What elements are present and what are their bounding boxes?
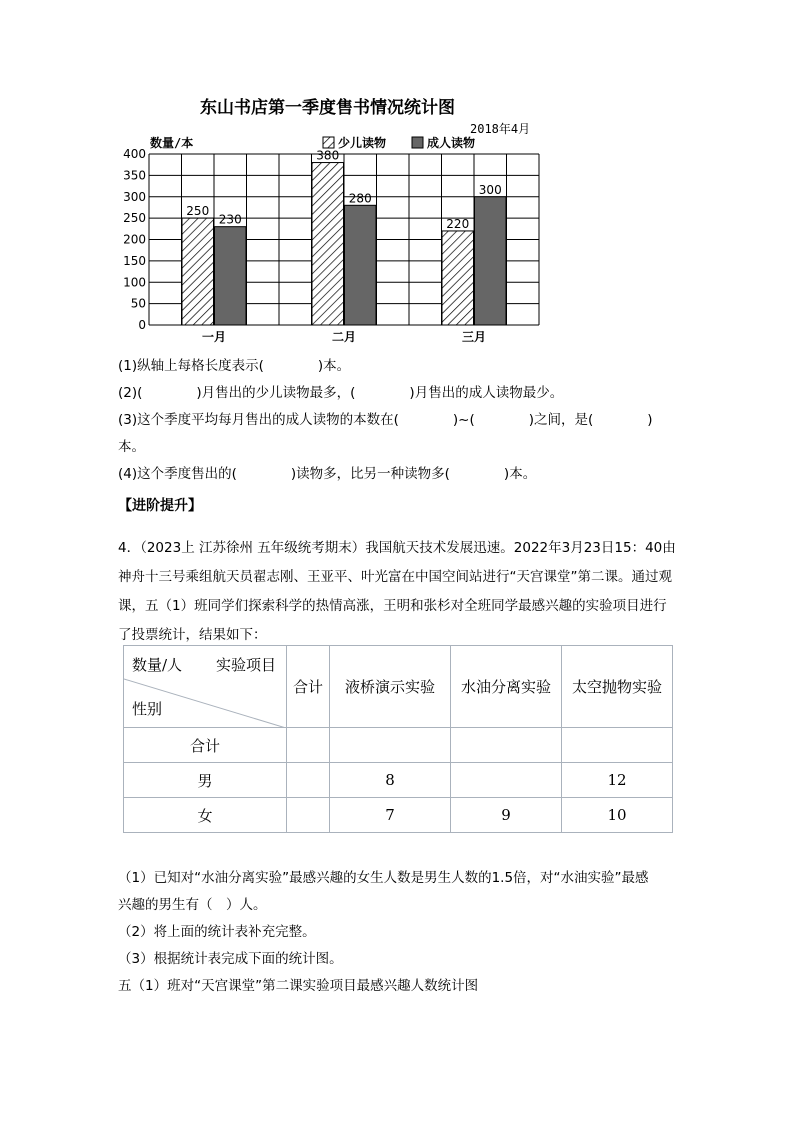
section-heading: 【进阶提升】 <box>118 498 202 514</box>
x-tick-label: 一月 <box>201 330 227 344</box>
y-axis-ticks <box>123 147 146 332</box>
header-oil-water: 水油分离实验 <box>451 646 562 728</box>
table-cell[interactable] <box>451 728 562 763</box>
table-cell[interactable] <box>330 728 451 763</box>
table-cell: 8 <box>330 763 451 798</box>
table-cell: 10 <box>562 798 673 833</box>
x-tick-label: 二月 <box>331 330 357 344</box>
y-axis-unit-label: 数量/本 <box>150 136 194 150</box>
table-cell[interactable] <box>562 728 673 763</box>
legend-swatch-adult <box>412 137 423 148</box>
bar-value-label: 230 <box>218 212 242 227</box>
row-label: 男 <box>124 763 287 798</box>
legend-label-adult: 成人读物 <box>427 136 476 150</box>
x-tick-label: 三月 <box>461 330 487 344</box>
header-total: 合计 <box>287 646 330 728</box>
bar-少儿读物-二月 <box>312 163 344 325</box>
header-space-throw: 太空抛物实验 <box>562 646 673 728</box>
x-axis-labels <box>202 330 486 344</box>
y-tick-label: 100 <box>123 275 146 290</box>
subquestion-1: （1）已知对“水油分离实验”最感兴趣的女生人数是男生人数的1.5倍，对“水油实验”最感 <box>118 870 649 886</box>
chart-title: 东山书店第一季度售书情况统计图 <box>200 98 455 118</box>
table-corner-cell <box>124 646 287 728</box>
table-cell[interactable] <box>451 763 562 798</box>
bar-少儿读物-一月 <box>182 218 214 325</box>
table-cell: 9 <box>451 798 562 833</box>
corner-experiment: 实验项目 <box>216 656 277 674</box>
legend-swatch-children <box>323 137 334 148</box>
subquestion-1-cont: 兴趣的男生有（ ）人。 <box>118 897 267 913</box>
chart-legend <box>323 135 475 150</box>
bar-value-label: 300 <box>478 182 502 197</box>
bar-少儿读物-三月 <box>442 231 474 325</box>
bar-value-label: 280 <box>348 191 372 206</box>
problem-4-text: 4．（2023上 江苏徐州 五年级统考期末）我国航天技术发展迅速。2022年3月23日15：40由神舟十三号乘组航天员翟志刚、王亚平、叶光富在中国空间站进行“天宫课堂”第二课。通过观课，五（1）班同学们探索科学的热情高涨，王明和张杉对全班同学最感兴趣的实验项目进行了投票统计，结果如下： <box>118 540 676 643</box>
row-label: 女 <box>124 798 287 833</box>
y-tick-label: 0 <box>138 318 146 332</box>
stats-table <box>123 645 673 833</box>
y-tick-label: 250 <box>123 211 146 226</box>
bar-value-label: 220 <box>446 216 470 231</box>
bar-成人读物-一月 <box>215 227 247 325</box>
bar-成人读物-三月 <box>475 197 507 325</box>
header-liquid-bridge: 液桥演示实验 <box>330 646 451 728</box>
chart-date: 2018年4月 <box>470 122 531 136</box>
bar-成人读物-二月 <box>345 205 377 325</box>
y-tick-label: 300 <box>123 189 146 204</box>
table-cell[interactable] <box>287 728 330 763</box>
question-3-cont: 本。 <box>118 439 145 455</box>
corner-quantity: 数量/人 <box>132 656 183 674</box>
question-4: (4)这个季度售出的( )读物多，比另一种读物多( )本。 <box>118 466 537 482</box>
y-tick-label: 350 <box>123 168 146 183</box>
legend-label-children: 少儿读物 <box>338 136 387 150</box>
y-tick-label: 200 <box>123 232 146 247</box>
table-row <box>124 798 673 833</box>
y-tick-label: 150 <box>123 253 146 268</box>
table-cell[interactable] <box>287 763 330 798</box>
table-cell: 12 <box>562 763 673 798</box>
corner-gender: 性别 <box>132 700 163 718</box>
table-cell[interactable] <box>287 798 330 833</box>
bar-value-label: 380 <box>316 148 340 163</box>
chart-caption: 五（1）班对“天宫课堂”第二课实验项目最感兴趣人数统计图 <box>118 978 479 994</box>
row-label: 合计 <box>124 728 287 763</box>
question-3: (3)这个季度平均每月售出的成人读物的本数在( )~( )之间，是( ) <box>118 412 653 428</box>
y-tick-label: 50 <box>130 296 146 311</box>
subquestion-3: （3）根据统计表完成下面的统计图。 <box>118 951 343 967</box>
table-row <box>124 728 673 763</box>
question-1: (1)纵轴上每格长度表示( )本。 <box>118 358 351 374</box>
subquestion-2: （2）将上面的统计表补充完整。 <box>118 924 316 940</box>
table-cell: 7 <box>330 798 451 833</box>
bar-chart <box>0 0 794 360</box>
table-row <box>124 763 673 798</box>
y-tick-label: 400 <box>123 147 146 161</box>
question-2: (2)( )月售出的少儿读物最多，( )月售出的成人读物最少。 <box>118 385 564 401</box>
bar-value-label: 250 <box>186 204 210 219</box>
